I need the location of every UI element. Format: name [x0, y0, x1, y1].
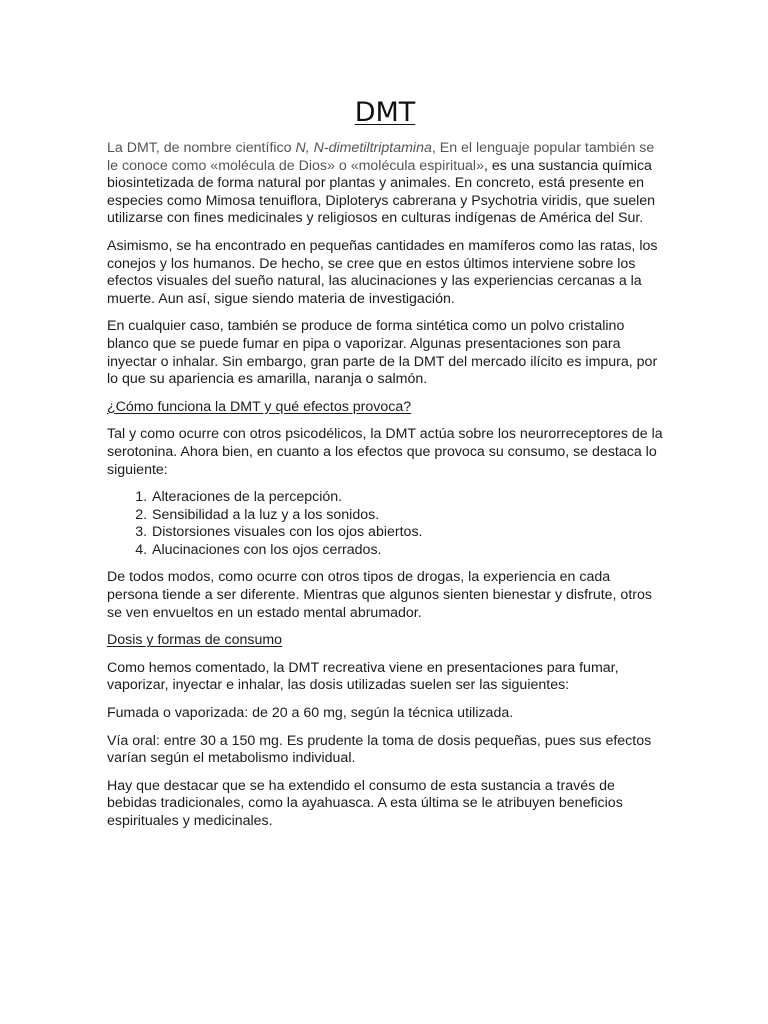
effects-list: [107, 489, 663, 559]
list-item: 1. Alteraciones de la percepción.: [151, 489, 663, 507]
section-heading-dosage: Dosis y formas de consumo: [107, 632, 283, 649]
intro-text-3: , es una sustancia química biosintetizada de forma natural por plantas y animales. En concreto, está presente en especies como Mimosa tenuiflora, Diploterys cabrerana y Psychotria viridis, que suelen utilizarse con fines medicinales y religiosos en culturas indígenas de América del Sur.: [107, 157, 656, 227]
paragraph-presentations: Como hemos comentado, la DMT recreativa viene en presentaciones para fumar, vaporizar, inyectar e inhalar, las dosis utilizadas suelen ser las siguientes:: [107, 659, 619, 694]
section-heading-effects: ¿Cómo funciona la DMT y qué efectos provoca?: [107, 398, 412, 415]
intro-text-1: La DMT, de nombre científico: [107, 140, 296, 156]
list-item: 3. Distorsiones visuales con los ojos abiertos.: [151, 524, 663, 542]
document-title: DMT: [354, 97, 416, 128]
document-body: [107, 96, 663, 841]
list-item: 2. Sensibilidad a la luz y a los sonidos.: [151, 507, 663, 525]
scientific-name: N, N-dimetiltriptamina: [295, 140, 432, 156]
list-item: 4. Alucinaciones con los ojos cerrados.: [151, 542, 663, 560]
paragraph-ayahuasca: Hay que destacar que se ha extendido el consumo de esta sustancia a través de bebidas tradicionales, como la ayahuasca. A esta última se le atribuyen beneficios espirituales y medicinales.: [107, 777, 623, 829]
intro-text-2: , En el lenguaje popular también se le conoce como «molécula de Dios» o «molécula espiritual»: [107, 140, 655, 174]
paragraph-synthetic: En cualquier caso, también se produce de forma sintética como un polvo cristalino blanco que se puede fumar en pipa o vaporizar. Algunas presentaciones son para inyectar o inhalar. Sin embargo, gran parte de la DMT del mercado ilícito es impura, por lo que su apariencia es amarilla, naranja o salmón.: [107, 318, 658, 388]
paragraph-experience: De todos modos, como ocurre con otros tipos de drogas, la experiencia en cada persona tiende a ser diferente. Mientras que algunos sienten bienestar y disfrute, otros se ven envueltos en un estado mental abrumador.: [107, 569, 652, 621]
paragraph-oral-dose: Vía oral: entre 30 a 150 mg. Es prudente la toma de dosis pequeñas, pues sus efectos varían según el metabolismo individual.: [107, 732, 652, 767]
paragraph-serotonin: Tal y como ocurre con otros psicodélicos, la DMT actúa sobre los neurorreceptores de la serotonina. Ahora bien, en cuanto a los efectos que provoca su consumo, se destaca lo siguiente:: [107, 426, 663, 478]
paragraph-smoked-dose: Fumada o vaporizada: de 20 a 60 mg, según la técnica utilizada.: [107, 705, 514, 722]
intro-paragraph: [107, 140, 663, 228]
paragraph-mammals: Asimismo, se ha encontrado en pequeñas cantidades en mamíferos como las ratas, los conejos y los humanos. De hecho, se cree que en estos últimos interviene sobre los efectos visuales del sueño natural, las alucinaciones y las experiencias cercanas a la muerte. Aun así, sigue siendo materia de investigación.: [107, 237, 658, 307]
